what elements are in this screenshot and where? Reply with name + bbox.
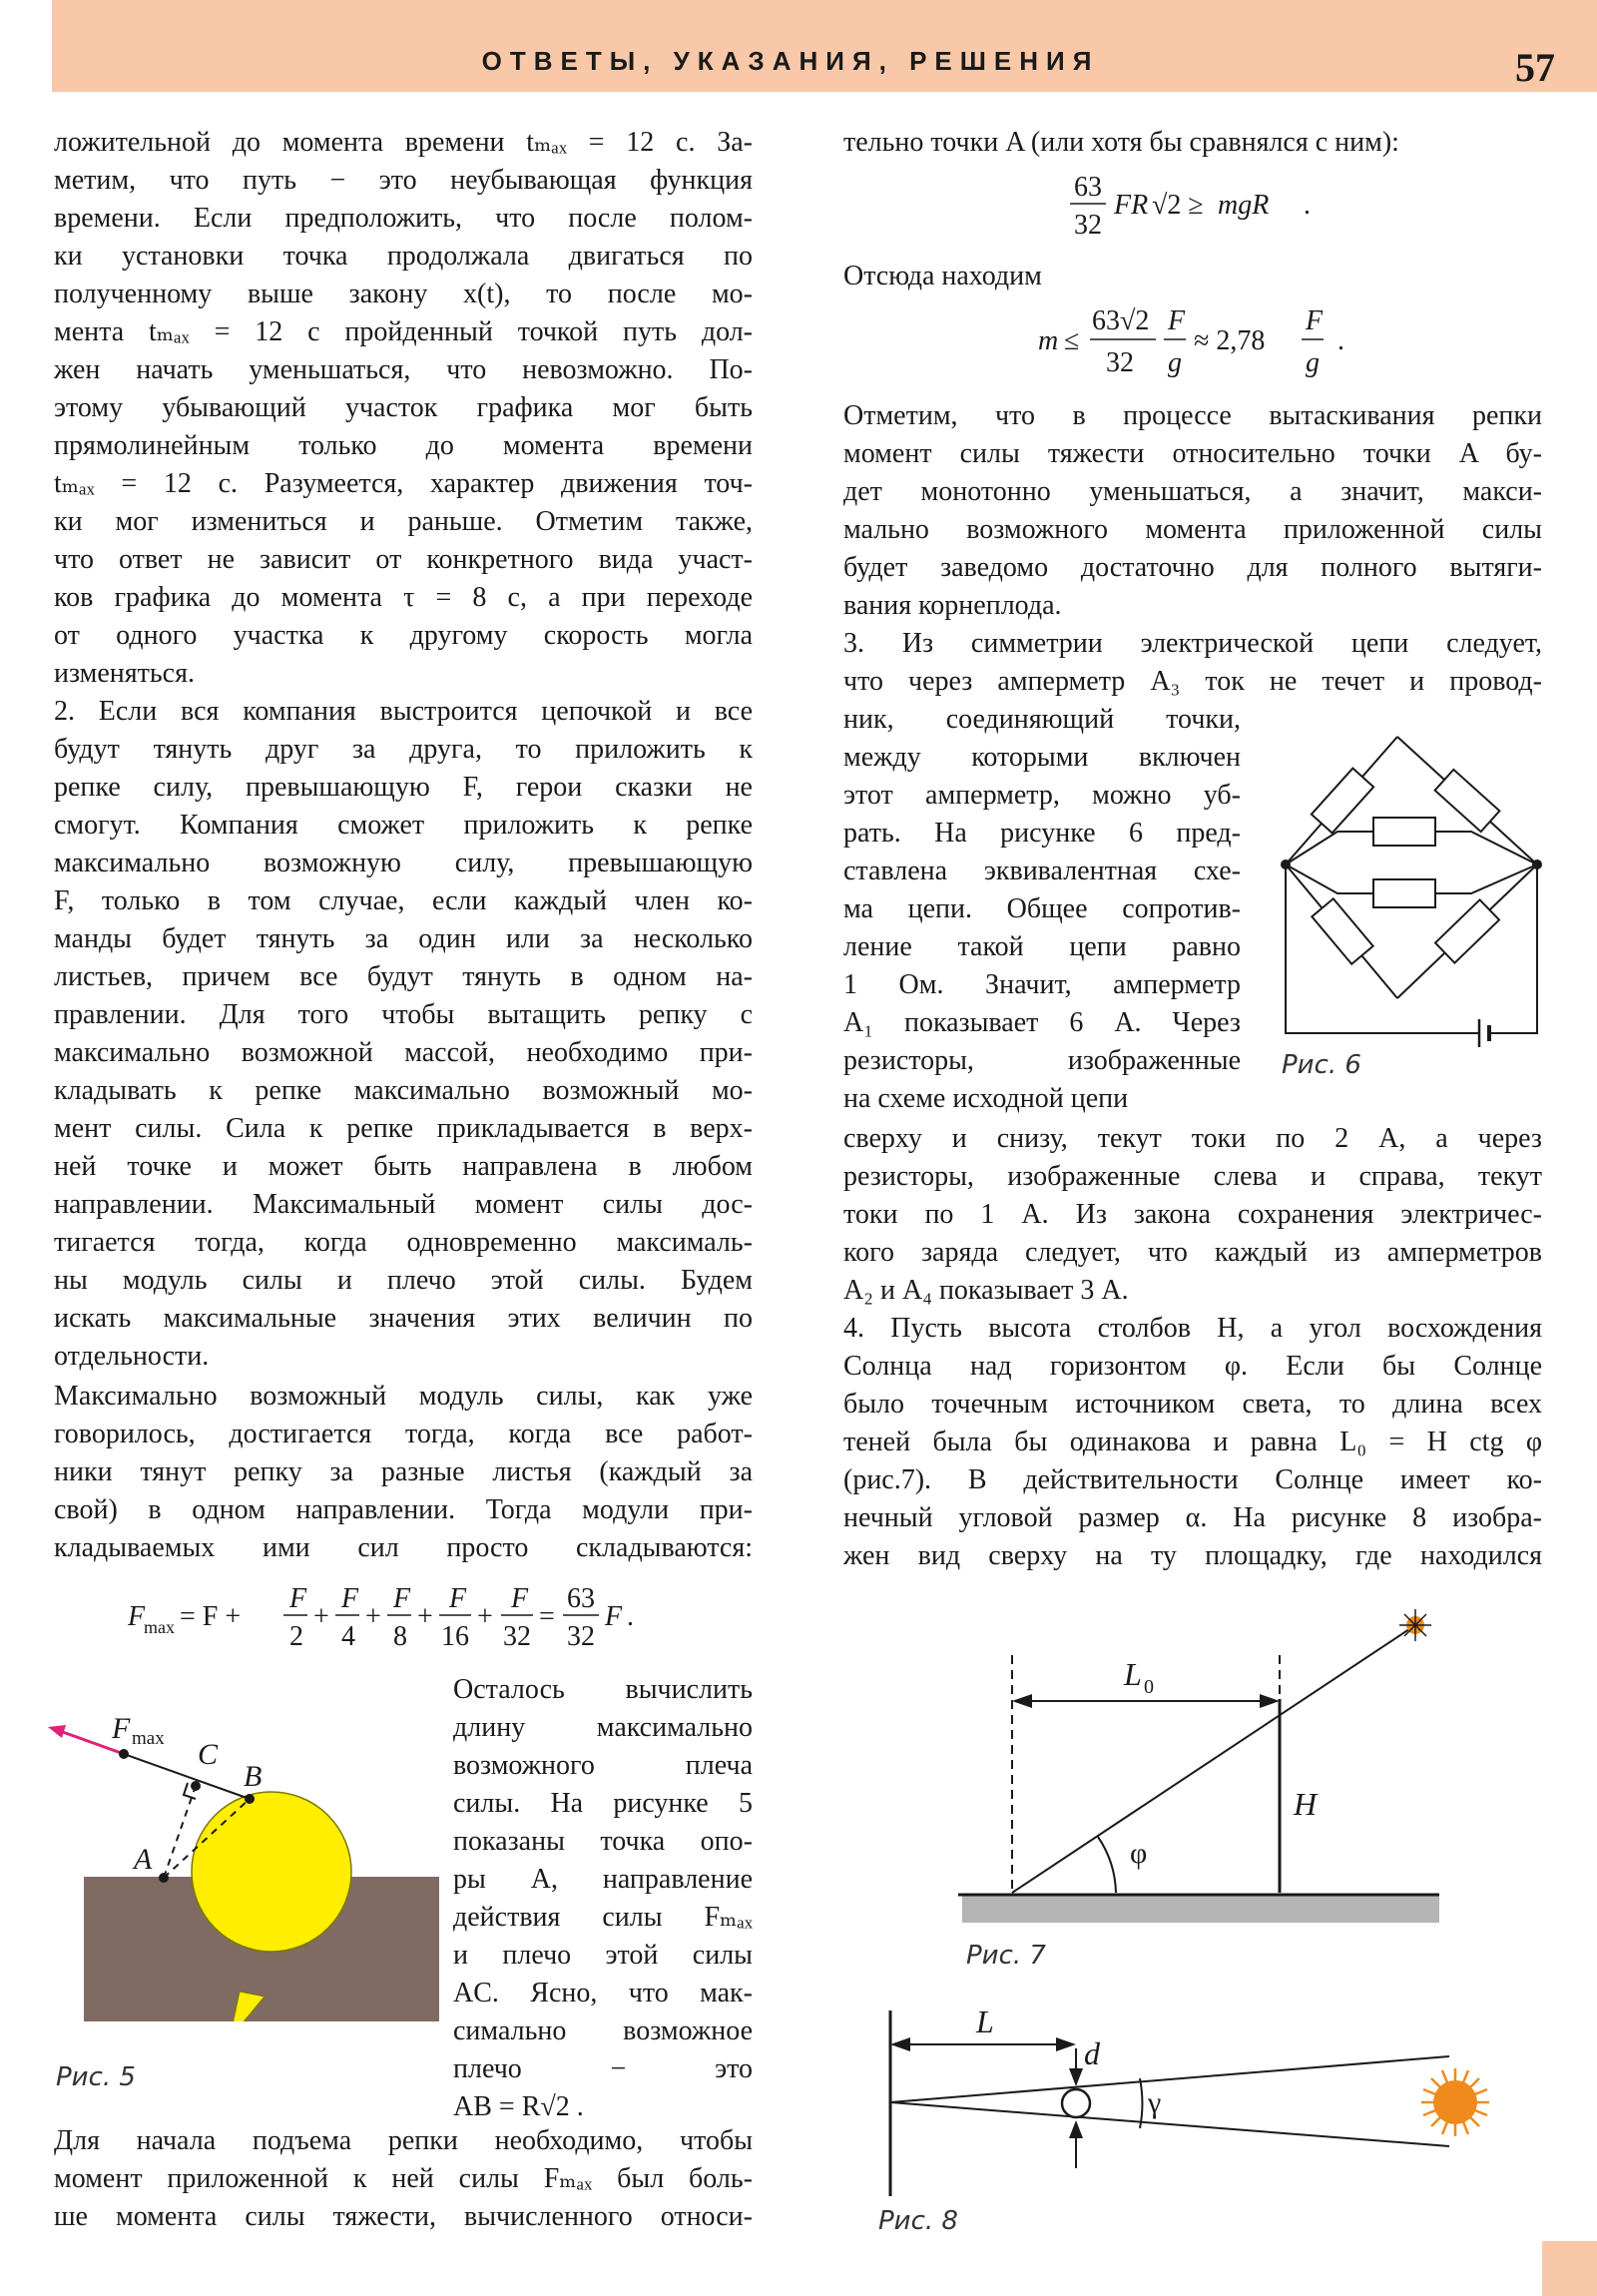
text-line: ше момента силы тяжести, вычисленного относи- bbox=[54, 2201, 753, 2232]
text-line: момент силы тяжести относительно точки A бу- bbox=[843, 438, 1542, 469]
d-arrow-bottom-head bbox=[1069, 2120, 1083, 2138]
label-fmax-sub: max bbox=[132, 1728, 165, 1749]
text-line: правлении. Для того чтобы вытащить репку с bbox=[54, 999, 753, 1030]
text-line: мент силы. Сила к репке прикладывается в верх- bbox=[54, 1113, 753, 1144]
equation-mass-limit bbox=[1034, 297, 1363, 381]
text-line: ма цепи. Общее сопротив- bbox=[843, 893, 1241, 924]
svg-text:F: F bbox=[1306, 305, 1324, 336]
sun-icon bbox=[1399, 1609, 1431, 1641]
text-line: кладываемых ими сил просто складываются: bbox=[54, 1532, 753, 1563]
text-line: tₘₐₓ = 12 с. Разумеется, характер движения точ- bbox=[54, 468, 753, 499]
svg-text:2: 2 bbox=[289, 1621, 303, 1652]
figure-5 bbox=[40, 1692, 439, 2021]
text-line: листьев, причем все будут тянуть в одном на- bbox=[54, 961, 753, 992]
sun-ray bbox=[1012, 1625, 1415, 1893]
text-line: резисторы, изображенные слева и справа, текут bbox=[843, 1161, 1542, 1192]
text-line: ки установки точка продолжала двигаться по bbox=[54, 241, 753, 272]
text-line: Осталось вычислить bbox=[453, 1674, 753, 1705]
svg-text:FR: FR bbox=[1114, 190, 1149, 221]
text-line: возможного плеча bbox=[453, 1750, 753, 1781]
svg-text:max: max bbox=[144, 1617, 175, 1637]
label-fmax: F bbox=[112, 1712, 131, 1745]
resistor-top-right bbox=[1435, 770, 1500, 832]
l-arrow-right bbox=[1056, 2037, 1076, 2051]
resistor-middle-top bbox=[1373, 818, 1435, 846]
text-line: ник, соединяющий точки, bbox=[843, 704, 1241, 735]
text-line: репке силу, превышающую F, герои сказки не bbox=[54, 772, 753, 803]
text-line: между которыми включен bbox=[843, 742, 1241, 773]
figure-7 bbox=[958, 1587, 1447, 1927]
svg-text:4: 4 bbox=[341, 1621, 355, 1652]
resistor-bottom-left bbox=[1312, 898, 1372, 963]
text-line: длину максимально bbox=[453, 1712, 753, 1743]
header-band bbox=[52, 0, 1597, 92]
text-line: полученному выше закону x(t), то после мо- bbox=[54, 279, 753, 309]
label-l0: L bbox=[1124, 1656, 1142, 1692]
point-b bbox=[245, 1794, 255, 1804]
figure-8-drawing bbox=[878, 1997, 1497, 2201]
text-line: ставлена эквивалентная схе- bbox=[843, 856, 1241, 886]
svg-text:+: + bbox=[477, 1601, 493, 1632]
equation-fmax-sum bbox=[128, 1579, 687, 1653]
page-header-title: ОТВЕТЫ, УКАЗАНИЯ, РЕШЕНИЯ bbox=[481, 46, 1100, 76]
svg-text:F: F bbox=[289, 1583, 307, 1614]
sun-icon-large bbox=[1421, 2068, 1489, 2136]
svg-text:+: + bbox=[365, 1601, 381, 1632]
text-line: и плечо этой силы bbox=[453, 1940, 753, 1971]
text-line: ны модуль силы и плечо этой силы. Будем bbox=[54, 1265, 753, 1296]
label-l0-sub: 0 bbox=[1144, 1676, 1154, 1698]
text-line: ков графика до момента τ = 8 с, а при переходе bbox=[54, 582, 753, 613]
text-line: ники тянут репку за разные листья (каждый за bbox=[54, 1456, 753, 1487]
svg-text:F: F bbox=[393, 1583, 411, 1614]
svg-text:F: F bbox=[511, 1583, 529, 1614]
text-line: ложительной до момента времени tₘₐₓ = 12 с. За- bbox=[54, 127, 753, 158]
turnip-body bbox=[192, 1792, 351, 1952]
svg-text:√2 ≥: √2 ≥ bbox=[1152, 190, 1204, 221]
text-line: было точечным источником света, то длина всех bbox=[843, 1389, 1542, 1420]
svg-text:+: + bbox=[417, 1601, 433, 1632]
text-line: 1 Ом. Значит, амперметр bbox=[843, 969, 1241, 1000]
text-line: дет монотонно уменьшаться, а значит, макси- bbox=[843, 476, 1542, 507]
text-line: симально возможное bbox=[453, 2015, 753, 2046]
resistor-bottom-right bbox=[1435, 899, 1499, 962]
text-line: ки мог измениться и раньше. Отметим также, bbox=[54, 506, 753, 537]
l0-arrow-right bbox=[1260, 1694, 1280, 1708]
text-line: этому убывающий участок графика мог быть bbox=[54, 392, 753, 423]
d-arrow-top-head bbox=[1069, 2068, 1083, 2086]
text-line: мально возможного момента приложенной силы bbox=[843, 514, 1542, 545]
text-line: рать. На рисунке 6 пред- bbox=[843, 818, 1241, 849]
text-line: направлении. Максимальный момент силы дос- bbox=[54, 1189, 753, 1220]
figure-5-drawing bbox=[40, 1692, 439, 2021]
svg-text:m: m bbox=[1038, 325, 1059, 356]
wire-return-right bbox=[1489, 864, 1537, 1033]
text-line: плечо − это bbox=[453, 2053, 753, 2084]
lever-arm-ac bbox=[164, 1786, 196, 1878]
label-c: C bbox=[198, 1738, 219, 1771]
text-line: тигается тогда, когда одновременно максималь- bbox=[54, 1227, 753, 1258]
text-line: что ответ не зависит от конкретного вида участ- bbox=[54, 544, 753, 575]
ground-strip bbox=[962, 1895, 1439, 1923]
label-b: B bbox=[244, 1760, 263, 1793]
text-line: Отметим, что в процессе вытаскивания репки bbox=[843, 400, 1542, 431]
text-line: говорилось, достигается тогда, когда все работ- bbox=[54, 1419, 753, 1449]
node-left bbox=[1281, 860, 1291, 869]
svg-text:32: 32 bbox=[503, 1621, 531, 1652]
label-gamma: γ bbox=[1148, 2086, 1162, 2119]
text-line: Отсюда находим bbox=[843, 261, 1042, 291]
label-l: L bbox=[976, 2004, 994, 2039]
text-line: вания корнеплода. bbox=[843, 590, 1062, 621]
text-line: жен начать уменьшаться, что невозможно. По- bbox=[54, 354, 753, 385]
text-line: действия силы Fₘₐₓ bbox=[453, 1902, 753, 1933]
text-line: токи по 1 А. Из закона сохранения электричес- bbox=[843, 1199, 1542, 1230]
svg-text:32: 32 bbox=[1074, 210, 1102, 241]
label-a: A bbox=[134, 1843, 153, 1876]
l-arrow-left bbox=[890, 2037, 910, 2051]
text-line: 2. Если вся компания выстроится цепочкой и все bbox=[54, 696, 753, 727]
svg-text:32: 32 bbox=[1106, 347, 1134, 378]
label-d: d bbox=[1084, 2035, 1100, 2071]
gamma-arc bbox=[1140, 2078, 1142, 2128]
text-line: метим, что путь − это неубывающая функция bbox=[54, 165, 753, 196]
text-line: отдельности. bbox=[54, 1341, 210, 1372]
svg-text:.: . bbox=[1304, 190, 1311, 221]
figure-6 bbox=[1268, 729, 1547, 1058]
svg-text:63: 63 bbox=[567, 1583, 595, 1614]
text-line: тельно точки A (или хотя бы сравнялся с ним): bbox=[843, 127, 1399, 158]
text-line: максимально возможной массой, необходимо при- bbox=[54, 1037, 753, 1068]
text-line: ление такой цепи равно bbox=[843, 931, 1241, 962]
svg-text:g: g bbox=[1306, 347, 1320, 378]
svg-text:g: g bbox=[1168, 347, 1182, 378]
text-line: мента tₘₐₓ = 12 с пройденный точкой путь дол- bbox=[54, 316, 753, 347]
text-line: свой) в одном направлении. Тогда модули при- bbox=[54, 1494, 753, 1525]
svg-text:F: F bbox=[128, 1601, 146, 1632]
text-line: этот амперметр, можно уб- bbox=[843, 780, 1241, 811]
figure-8-caption: Рис. 8 bbox=[878, 2206, 958, 2236]
text-line: AC. Ясно, что мак- bbox=[453, 1978, 753, 2009]
text-line: будет заведомо достаточно для полного вытяги- bbox=[843, 552, 1542, 583]
text-line: показаны точка опо- bbox=[453, 1826, 753, 1857]
ray-bottom bbox=[890, 2102, 1449, 2146]
svg-text:32: 32 bbox=[567, 1621, 595, 1652]
label-h: H bbox=[1294, 1786, 1318, 1822]
corner-tab bbox=[1542, 2241, 1597, 2296]
svg-text:.: . bbox=[627, 1601, 634, 1632]
text-line: A₁ показывает 6 А. Через bbox=[843, 1007, 1241, 1038]
text-line: ней точке и может быть направлена в любом bbox=[54, 1151, 753, 1182]
text-line: момент приложенной к ней силы Fₘₐₓ был боль- bbox=[54, 2163, 753, 2194]
svg-text:mgR: mgR bbox=[1218, 190, 1270, 221]
text-line: манды будет тянуть за один или за несколько bbox=[54, 923, 753, 954]
text-line: максимально возможную силу, превышающую bbox=[54, 848, 753, 878]
text-line: теней была бы одинакова и равна L₀ = H ctg φ bbox=[843, 1427, 1542, 1457]
resistor-middle-bottom bbox=[1373, 879, 1435, 907]
point-c bbox=[191, 1781, 201, 1791]
label-phi: φ bbox=[1130, 1837, 1148, 1870]
svg-text:16: 16 bbox=[441, 1621, 469, 1652]
svg-text:+: + bbox=[313, 1601, 329, 1632]
svg-text:=: = bbox=[539, 1601, 555, 1632]
equation-moment bbox=[1068, 168, 1347, 242]
text-line: от одного участка к другому скорость могла bbox=[54, 620, 753, 651]
point-a bbox=[159, 1873, 169, 1883]
svg-text:= F +: = F + bbox=[180, 1601, 242, 1632]
svg-text:.: . bbox=[1337, 325, 1344, 356]
svg-text:F: F bbox=[341, 1583, 359, 1614]
force-arrow-head bbox=[48, 1725, 66, 1738]
text-line: жен вид сверху на ту площадку, где находился bbox=[843, 1540, 1542, 1571]
text-line: на схеме исходной цепи bbox=[843, 1083, 1129, 1114]
text-line: времени. Если предположить, что после полом- bbox=[54, 203, 753, 234]
text-line: нечный угловой размер α. На рисунке 8 изобра- bbox=[843, 1502, 1542, 1533]
pole-cross-section bbox=[1062, 2089, 1090, 2117]
text-line: AB = R√2 . bbox=[453, 2091, 584, 2122]
figure-5-caption: Рис. 5 bbox=[56, 2062, 136, 2092]
text-line: резисторы, изображенные bbox=[843, 1045, 1241, 1076]
svg-text:F: F bbox=[605, 1601, 623, 1632]
text-line: 3. Из симметрии электрической цепи следует, bbox=[843, 628, 1542, 659]
resistor-top-left bbox=[1312, 769, 1373, 834]
svg-text:63√2: 63√2 bbox=[1092, 305, 1150, 336]
ray-top bbox=[890, 2056, 1449, 2102]
text-line: кого заряда следует, что каждый из амперметров bbox=[843, 1237, 1542, 1268]
page-number: 57 bbox=[1515, 45, 1555, 90]
force-line bbox=[124, 1754, 250, 1799]
figure-7-caption: Рис. 7 bbox=[966, 1941, 1046, 1971]
text-line: будут тянуть друг за друга, то приложить к bbox=[54, 734, 753, 765]
text-line: изменяться. bbox=[54, 658, 195, 689]
svg-text:8: 8 bbox=[393, 1621, 407, 1652]
figure-6-circuit bbox=[1268, 729, 1547, 1058]
figure-6-caption: Рис. 6 bbox=[1282, 1050, 1361, 1080]
text-line: прямолинейным только до момента времени bbox=[54, 430, 753, 461]
svg-text:≤: ≤ bbox=[1064, 325, 1080, 356]
text-line: F, только в том случае, если каждый член ко- bbox=[54, 885, 753, 916]
node-right bbox=[1532, 860, 1542, 869]
text-line: кладывать к репке максимально возможный мо- bbox=[54, 1075, 753, 1106]
svg-text:63: 63 bbox=[1074, 172, 1102, 203]
figure-7-drawing bbox=[958, 1587, 1447, 1927]
angle-arc bbox=[1098, 1837, 1116, 1893]
text-line: силы. На рисунке 5 bbox=[453, 1788, 753, 1819]
point-fmax bbox=[119, 1749, 129, 1759]
svg-text:F: F bbox=[449, 1583, 467, 1614]
l0-arrow-left bbox=[1012, 1694, 1032, 1708]
text-line: что через амперметр A₃ ток не течет и провод- bbox=[843, 666, 1542, 697]
text-line: Солнца над горизонтом φ. Если бы Солнце bbox=[843, 1351, 1542, 1382]
text-line: Для начала подъема репки необходимо, чтобы bbox=[54, 2125, 753, 2156]
text-line: смогут. Компания сможет приложить к репке bbox=[54, 810, 753, 841]
figure-8 bbox=[878, 1997, 1497, 2201]
text-line: Максимально возможный модуль силы, как уже bbox=[54, 1381, 753, 1412]
text-line: искать максимальные значения этих величин по bbox=[54, 1303, 753, 1334]
text-line: сверху и снизу, текут токи по 2 А, а через bbox=[843, 1123, 1542, 1154]
text-line: 4. Пусть высота столбов H, а угол восхождения bbox=[843, 1313, 1542, 1344]
text-line: A₂ и A₄ показывает 3 А. bbox=[843, 1275, 1129, 1306]
text-line: (рис.7). В действительности Солнце имеет ко- bbox=[843, 1464, 1542, 1495]
svg-text:F: F bbox=[1168, 305, 1186, 336]
svg-text:≈ 2,78: ≈ 2,78 bbox=[1194, 325, 1266, 356]
text-line: ры A, направление bbox=[453, 1864, 753, 1895]
